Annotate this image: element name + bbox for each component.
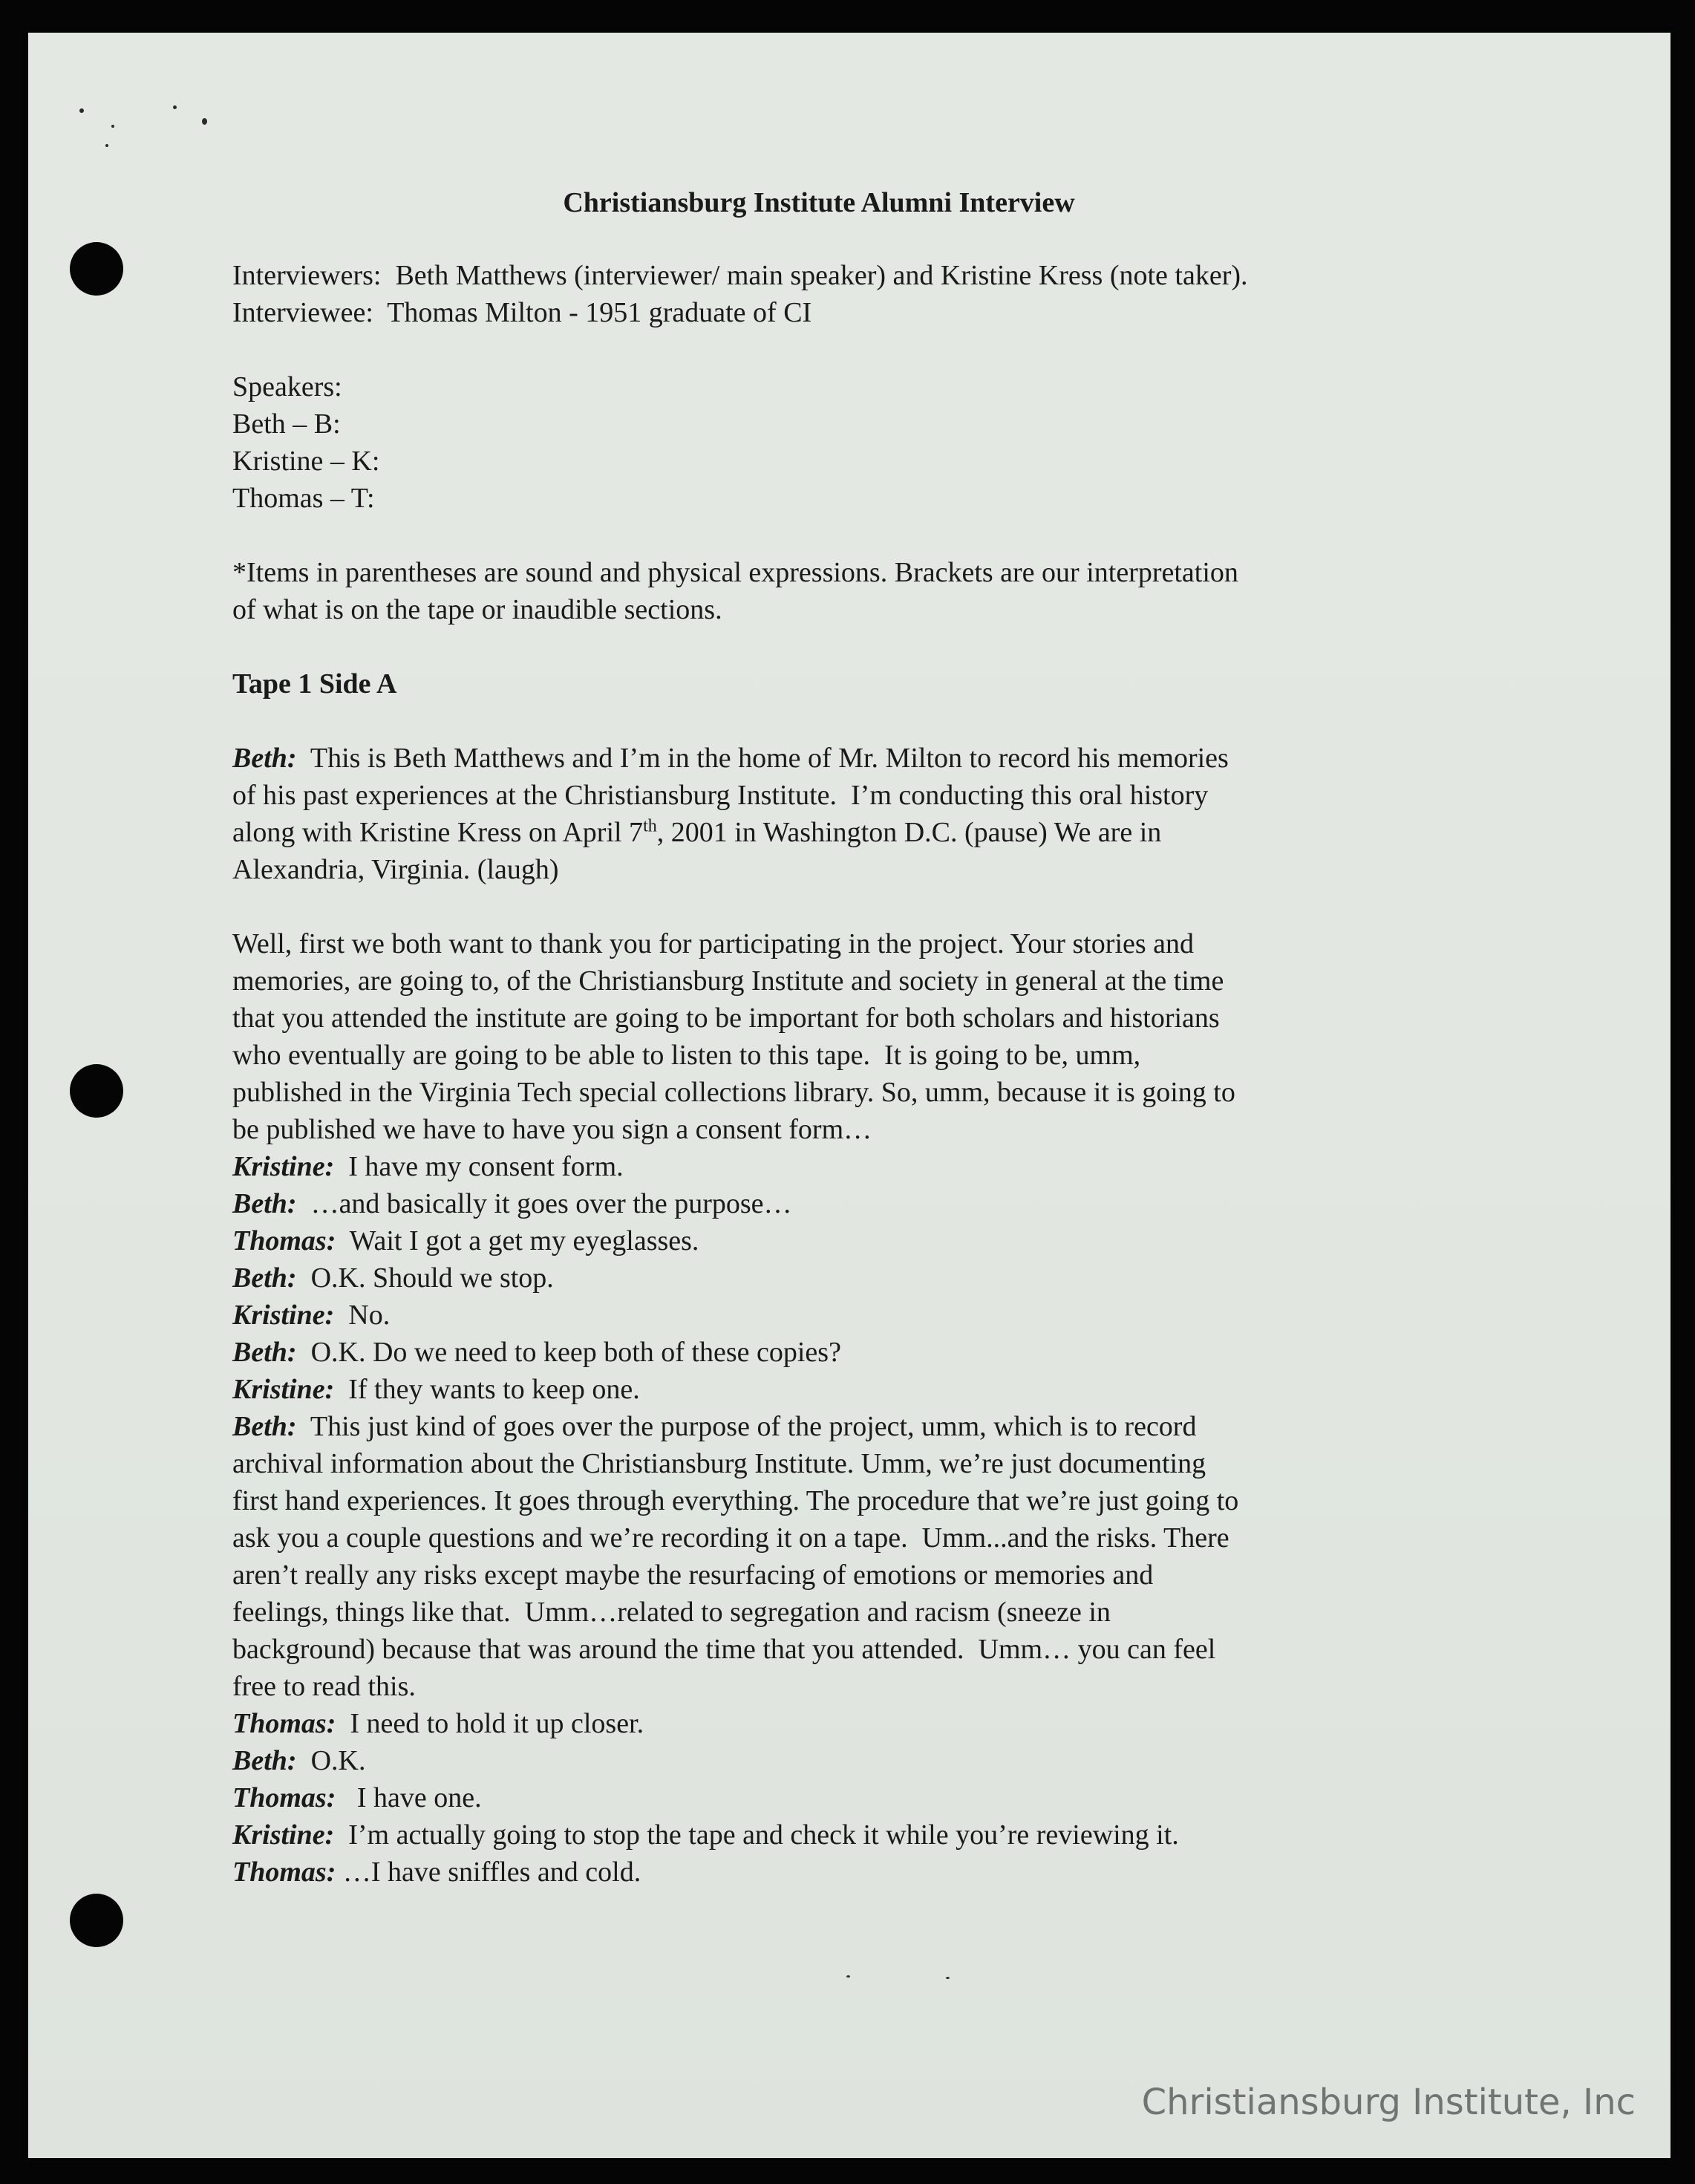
speaker-label: Beth: [232,743,297,774]
dialogue-turn [232,1854,1465,1891]
speaker-label: Beth: [232,1411,297,1442]
dialogue-turn [232,1816,1465,1854]
transcript-text: No. [334,1300,391,1331]
ink-speck [79,108,84,113]
speaker-label: Beth: [232,1745,297,1776]
transcription-note [232,554,1465,628]
transcript-text: background) because that was around the time that you attended. Umm… you can feel [232,1634,1216,1665]
transcript-text: ask you a couple questions and we’re recording it on a tape. Umm...and the risks. There [232,1522,1229,1554]
transcript-text: I need to hold it up closer. [336,1708,644,1739]
thanks-paragraph [232,925,1465,1148]
dialogue-turn [232,1297,1465,1334]
transcript-text: that you attended the institute are going to be important for both scholars and historians [232,1003,1220,1034]
speaker-label: Kristine: [232,1151,335,1182]
punch-hole [70,242,123,296]
ink-speck [111,125,114,128]
speaker-key: Kristine – K: [232,446,380,477]
transcript-text: …I have sniffles and cold. [336,1857,641,1888]
speaker-label: Thomas: [232,1708,336,1739]
punch-hole [70,1064,123,1118]
ink-speck [173,105,177,109]
transcript-text: I have my consent form. [334,1151,624,1182]
dialogue-turn [232,1185,1465,1222]
speaker-key: Thomas – T: [232,483,375,514]
transcript-text: first hand experiences. It goes through everything. The procedure that we’re just going to [232,1485,1239,1516]
dialogue-turn [232,1742,1465,1779]
transcript-text: published in the Virginia Tech special collections library. So, umm, because it is going to [232,1077,1235,1108]
transcript-text: aren’t really any risks except maybe the resurfacing of emotions or memories and [232,1559,1154,1591]
transcript-text: O.K. Do we need to keep both of these copies? [296,1337,841,1368]
dialogue-turn [232,1148,1465,1185]
dialogue-turn [232,1779,1465,1816]
transcript-text: O.K. Should we stop. [296,1262,554,1294]
ink-speck [202,118,207,125]
speaker-key: Beth – B: [232,408,341,440]
ink-speck [105,144,108,147]
punch-hole [70,1894,123,1947]
interviewee-line: Interviewee: Thomas Milton - 1951 graduate of CI [232,297,812,328]
intro-paragraph [232,740,1465,888]
interviewers-line: Interviewers: Beth Matthews (interviewer/ main speaker) and Kristine Kress (note taker). [232,260,1248,291]
document-title: Christiansburg Institute Alumni Interview [563,187,1075,218]
speakers-block [232,368,1465,517]
speaker-label: Thomas: [232,1782,336,1813]
speaker-label: Kristine: [232,1374,335,1405]
dialogue-turn [232,1259,1465,1297]
transcript-text: Wait I got a get my eyeglasses. [336,1225,699,1256]
transcript-text: memories, are going to, of the Christiansburg Institute and society in general at the time [232,965,1224,997]
speaker-label: Kristine: [232,1819,335,1851]
transcript-text: If they wants to keep one. [334,1374,640,1405]
note-line: of what is on the tape or inaudible sections. [232,594,722,625]
transcript-text: This just kind of goes over the purpose of the project, umm, which is to record [296,1411,1197,1442]
transcript-text: Well, first we both want to thank you for participating in the project. Your stories and [232,928,1195,959]
transcript-text: be published we have to have you sign a consent form… [232,1114,872,1145]
ordinal-suffix: th [643,816,657,836]
speaker-label: Kristine: [232,1300,335,1331]
dialogue-turn [232,1371,1465,1408]
dialogue-turn [232,1705,1465,1742]
section-heading: Tape 1 Side A [232,668,397,700]
transcript-text: free to read this. [232,1671,416,1702]
transcript-text: O.K. [296,1745,366,1776]
ink-speck [846,1975,850,1978]
header-block [232,257,1465,331]
speaker-label: Beth: [232,1337,297,1368]
transcript-text: of his past experiences at the Christiansburg Institute. I’m conducting this oral history [232,780,1209,811]
transcript-text: who eventually are going to be able to listen to this tape. It is going to be, umm, [232,1040,1141,1071]
transcript-text: , 2001 in Washington D.C. (pause) We are in [656,817,1162,848]
transcript-text: along with Kristine Kress on April 7 [232,817,644,848]
transcript-text: Alexandria, Virginia. (laugh) [232,854,559,885]
speaker-label: Thomas: [232,1857,336,1888]
speakers-heading: Speakers: [232,371,342,402]
transcript-body [232,184,1465,1891]
watermark: Christiansburg Institute, Inc [1141,2082,1636,2123]
transcript-text: feelings, things like that. Umm…related to segregation and racism (sneeze in [232,1597,1111,1628]
speaker-label: Thomas: [232,1225,336,1256]
dialogue-turn [232,1408,1465,1705]
transcript-text: This is Beth Matthews and I’m in the home of Mr. Milton to record his memories [296,743,1229,774]
speaker-label: Beth: [232,1262,297,1294]
speaker-label: Beth: [232,1188,297,1219]
dialogue-block [232,1148,1465,1891]
dialogue-turn [232,1222,1465,1259]
note-line: *Items in parentheses are sound and physical expressions. Brackets are our interpretation [232,557,1238,588]
ink-speck [946,1977,950,1979]
transcript-text: archival information about the Christiansburg Institute. Umm, we’re just documenting [232,1448,1206,1479]
transcript-text: I have one. [336,1782,482,1813]
dialogue-turn [232,1334,1465,1371]
transcript-text: I’m actually going to stop the tape and check it while you’re reviewing it. [334,1819,1179,1851]
transcript-text: …and basically it goes over the purpose… [296,1188,792,1219]
